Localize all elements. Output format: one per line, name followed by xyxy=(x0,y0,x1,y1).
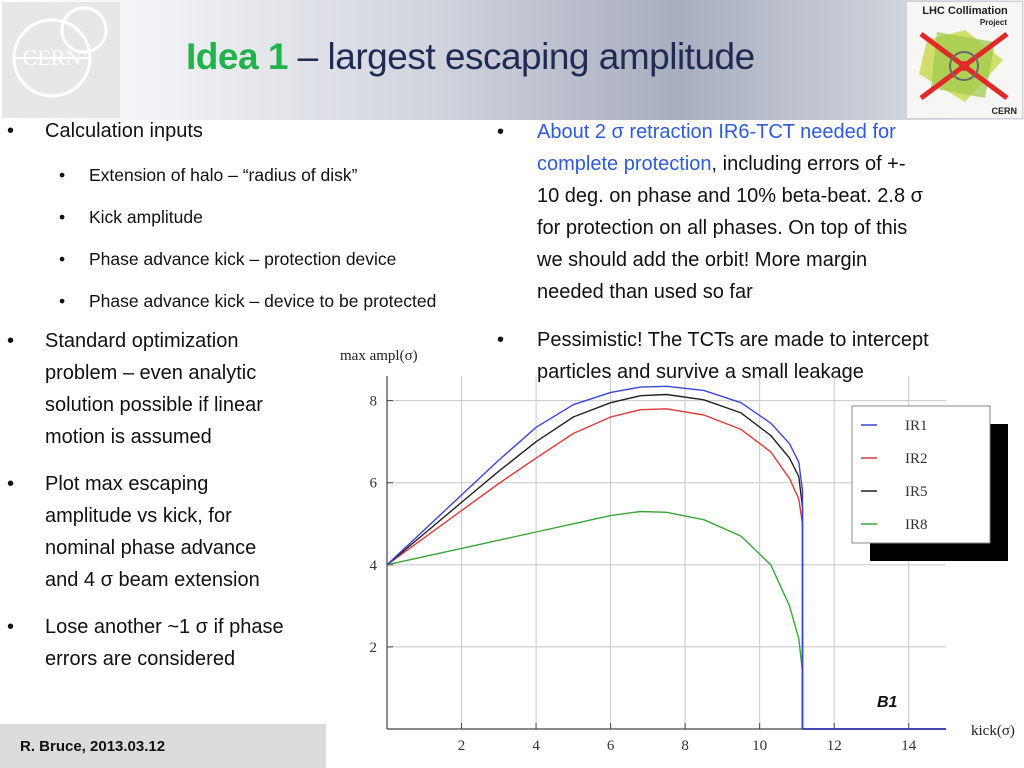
y-tick-label: 6 xyxy=(369,475,377,492)
bullet-line-blue: About 2 σ retraction IR6-TCT needed for xyxy=(537,121,896,143)
legend-label-ir8: IR8 xyxy=(905,517,928,533)
bullet-dot: • xyxy=(7,120,15,142)
legend-label-ir2: IR2 xyxy=(905,451,928,467)
x-tick-label: 6 xyxy=(606,738,615,754)
lhc-logo-line3: CERN xyxy=(991,106,1017,116)
bullet-line: we should add the orbit! More margin xyxy=(537,249,868,271)
chart-y-axis-label: max ampl(σ) xyxy=(340,348,418,364)
bullet-text: Calculation inputs xyxy=(45,120,203,142)
slide-header xyxy=(0,0,1024,120)
x-tick-label: 2 xyxy=(457,738,466,754)
bullet-retraction xyxy=(497,116,997,308)
bullet-line: solution possible if linear xyxy=(45,394,263,416)
bullet-dot: • xyxy=(59,165,66,185)
bullet-line: Lose another ~1 σ if phase xyxy=(45,616,284,638)
bullet-line: problem – even analytic xyxy=(45,362,257,384)
sub-bullet-text: Phase advance kick – protection device xyxy=(89,249,397,269)
y-tick-label: 4 xyxy=(369,557,377,574)
legend-label-ir5: IR5 xyxy=(905,484,928,500)
bullet-line: and 4 σ beam extension xyxy=(45,569,260,591)
bullet-line: nominal phase advance xyxy=(45,537,257,559)
bullet-line: particles and survive a small leakage xyxy=(537,361,864,383)
cern-logo-graphic xyxy=(2,2,120,118)
x-tick-label: 14 xyxy=(901,738,917,754)
x-tick-label: 12 xyxy=(826,738,842,754)
bullet-calculation-inputs xyxy=(7,115,203,147)
lhc-logo-line1: LHC Collimation xyxy=(922,5,1008,17)
chart-x-axis-label: kick(σ) xyxy=(971,723,1015,739)
lhc-collimation-logo xyxy=(906,1,1023,119)
bullet-line: motion is assumed xyxy=(45,426,212,448)
sub-bullet-text: Phase advance kick – device to be protected xyxy=(89,291,437,311)
title-highlight: Idea 1 xyxy=(186,36,288,77)
chart-legend xyxy=(852,406,1008,561)
bullet-line: Pessimistic! The TCTs are made to intercept xyxy=(537,329,929,351)
sub-bullet-phase-protection xyxy=(59,248,397,270)
bullet-line-blue: complete protection xyxy=(537,153,712,175)
bullet-dot: • xyxy=(7,473,15,495)
bullet-line: errors are considered xyxy=(45,648,236,670)
sub-bullet-text: Kick amplitude xyxy=(89,207,203,227)
lhc-logo-line2: Project xyxy=(979,18,1007,27)
max-amplitude-chart xyxy=(330,336,1024,754)
title-rest: – largest escaping amplitude xyxy=(287,36,755,77)
page-title xyxy=(186,36,755,78)
bullet-lose-another xyxy=(7,611,284,675)
bullet-dot: • xyxy=(59,291,66,311)
bullet-line: 10 deg. on phase and 10% beta-beat. 2.8 σ xyxy=(537,185,923,207)
bullet-dot: • xyxy=(7,616,15,638)
footer xyxy=(0,724,326,768)
sub-bullet-halo xyxy=(59,164,358,186)
bullet-dot: • xyxy=(59,249,66,269)
bullet-line: amplitude vs kick, for xyxy=(45,505,232,527)
bullet-line-rest: , including errors of +- xyxy=(711,153,906,175)
bullet-dot: • xyxy=(7,330,15,352)
cern-logo-text: CERN xyxy=(22,45,82,70)
legend-label-ir1: IR1 xyxy=(905,418,928,434)
sub-bullet-phase-protected xyxy=(59,290,437,312)
bullet-line: Standard optimization xyxy=(45,330,239,352)
bullet-dot: • xyxy=(497,329,505,351)
series-line-ir8 xyxy=(387,512,946,730)
bullet-dot: • xyxy=(59,207,66,227)
bullet-dot: • xyxy=(497,121,505,143)
y-tick-label: 2 xyxy=(369,639,377,656)
sub-bullet-text: Extension of halo – “radius of disk” xyxy=(89,165,358,185)
x-tick-label: 10 xyxy=(752,738,768,754)
y-tick-label: 8 xyxy=(369,393,377,410)
footer-author-date: R. Bruce, 2013.03.12 xyxy=(20,738,166,755)
x-tick-label: 8 xyxy=(681,738,689,754)
x-tick-label: 4 xyxy=(532,738,540,754)
bullet-line: Plot max escaping xyxy=(45,473,209,495)
chart-annotation-b1: B1 xyxy=(877,694,898,711)
lhc-logo-graphic xyxy=(907,2,1022,118)
sub-bullet-kick xyxy=(59,206,203,228)
cern-logo xyxy=(2,2,120,118)
bullet-standard-optimization xyxy=(7,325,263,453)
bullet-line: for protection on all phases. On top of this xyxy=(537,217,908,239)
bullet-plot-max xyxy=(7,468,260,596)
bullet-line: needed than used so far xyxy=(537,281,753,303)
